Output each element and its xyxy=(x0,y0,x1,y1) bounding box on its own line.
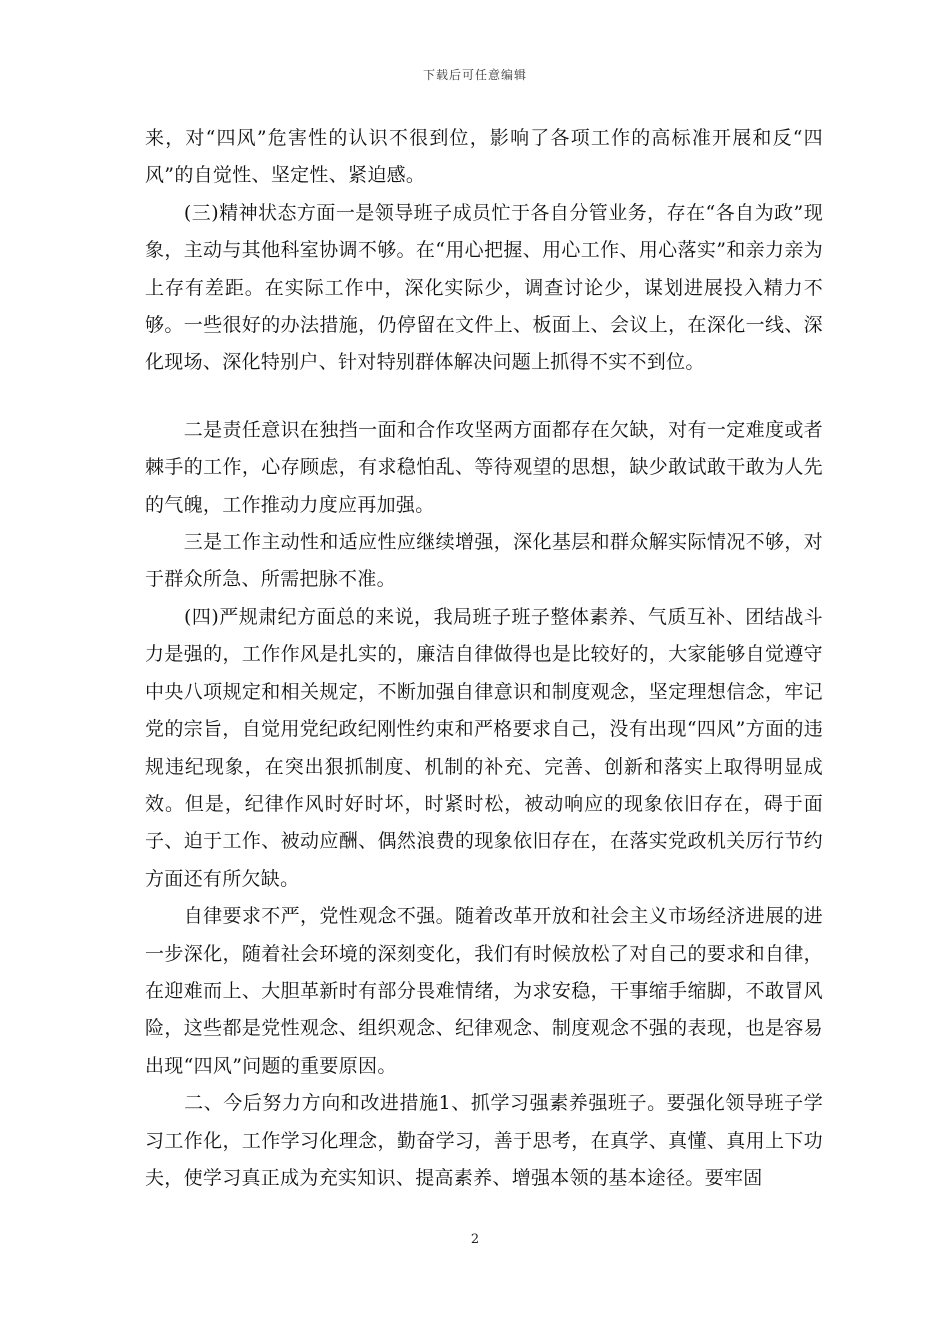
document-body xyxy=(145,120,823,1197)
paragraph-spirit-state: (三)精神状态方面一是领导班子成员忙于各自分管业务，存在“各自为政”现象，主动与其他科室协调不够。在“用心把握、用心工作、用心落实”和亲力亲为上存有差距。在实际工作中，深化实际少，调查讨论少，谋划进展投入精力不够。一些很好的办法措施，仍停留在文件上、板面上、会议上，在深化一线、深化现场、深化特别户、针对特别群体解决问题上抓得不实不到位。 xyxy=(145,201,823,374)
paragraph-discipline: (四)严规肃纪方面总的来说，我局班子班子整体素养、气质互补、团结战斗力是强的，工作作风是扎实的，廉洁自律做得也是比较好的，大家能够自觉遵守中央八项规定和相关规定，不断加强自律意识和制度观念，坚定理想信念，牢记党的宗旨，自觉用党纪政纪刚性约束和严格要求自己，没有出现“四风”方面的违规违纪现象，在突出狠抓制度、机制的补充、完善、创新和落实上取得明显成效。但是，纪律作风时好时坏，时紧时松，被动响应的现象依旧存在，碍于面子、迫于工作、被动应酬、偶然浪费的现象依旧存在，在落实党政机关厉行节约方面还有所欠缺。 xyxy=(145,605,823,890)
paragraph-continuation: 来，对“四风”危害性的认识不很到位，影响了各项工作的高标准开展和反“四风”的自觉性、坚定性、紧迫感。 xyxy=(145,127,823,187)
paragraph-initiative: 三是工作主动性和适应性应继续增强，深化基层和群众解实际情况不够，对于群众所急、所需把脉不准。 xyxy=(145,531,823,591)
page-number: 2 xyxy=(470,1232,480,1247)
paragraph-self-discipline: 自律要求不严，党性观念不强。随着改革开放和社会主义市场经济进展的进一步深化，随着社会环境的深刻变化，我们有时候放松了对自己的要求和自律，在迎难而上、大胆革新时有部分畏难情绪，为求安稳，干事缩手缩脚，不敢冒风险，这些都是党性观念、组织观念、纪律观念、制度观念不强的表现，也是容易出现“四风”问题的重要原因。 xyxy=(145,905,823,1077)
page-header: 下载后可任意编辑 xyxy=(422,68,527,82)
paragraph-responsibility: 二是责任意识在独挡一面和合作攻坚两方面都存在欠缺，对有一定难度或者棘手的工作，心存顾虑，有求稳怕乱、等待观望的思想，缺少敢试敢干敢为人先的气魄，工作推动力度应再加强。 xyxy=(145,418,823,516)
paragraph-gap xyxy=(145,382,823,412)
paragraph-improvement-measures: 二、今后努力方向和改进措施1、抓学习强素养强班子。要强化领导班子学习工作化，工作学习化理念，勤奋学习，善于思考，在真学、真懂、真用上下功夫，使学习真正成为充实知识、提高素养、增强本领的基本途径。要牢固 xyxy=(145,1092,823,1189)
